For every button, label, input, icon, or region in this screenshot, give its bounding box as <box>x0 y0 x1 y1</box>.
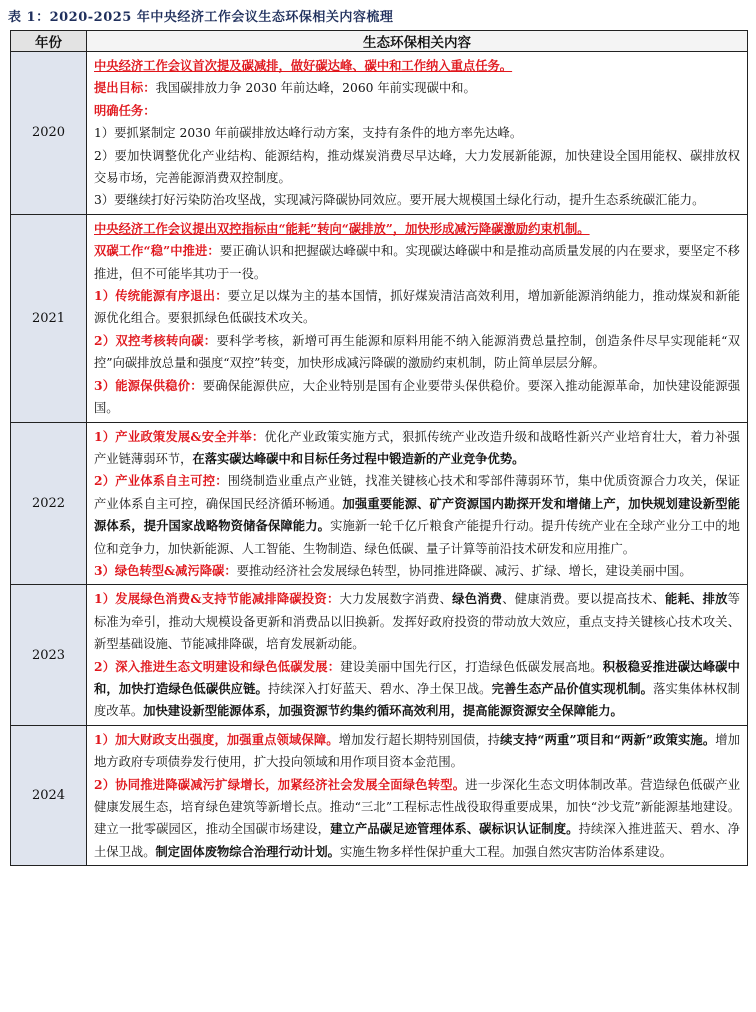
content-cell <box>87 725 748 865</box>
bold-text: 积极稳妥推进碳达峰碳中和，加快打造绿色低碳供应链。 <box>94 658 740 696</box>
body-text: 2）要加快调整优化产业结构、能源结构，推动煤炭消费尽早达峰，大力发展新能源，加快建设全国用能权、碳排放权交易市场，完善能源消费双控制度。 <box>94 148 740 186</box>
body-text: 大力发展数字消费、 <box>339 592 453 607</box>
body-text: 要推动经济社会发展绿色转型，协同推进降碳、减污、扩绿、增长，建设美丽中国。 <box>236 563 692 578</box>
content-cell <box>87 422 748 585</box>
policy-table <box>10 30 748 866</box>
body-text: 围绕制造业重点产业链，找准关键核心技术和零部件薄弱环节，集中优质资源合力攻关，保证产业体系自主可控，确保国民经济循环畅通。 <box>94 474 740 511</box>
body-text: 3）要继续打好污染防治攻坚战，实现减污降碳协同效应。要开展大规模国土绿化行动，提升生态系统碳汇能力。 <box>94 193 705 208</box>
year-cell: 2021 <box>11 214 87 422</box>
header-row <box>11 31 748 52</box>
body-text: 要科学考核，新增可再生能源和原料用能不纳入能源消费总量控制，创造条件尽早实现能耗“双控”向碳排放总量和强度“双控”转变，加快形成减污降碳的激励约束机制，防止简单层层分解。 <box>94 333 740 371</box>
bold-text: 完善生态产品价值实现机制。 <box>491 680 654 696</box>
content-paragraph <box>94 375 740 420</box>
content-paragraph <box>94 470 740 560</box>
content-paragraph <box>94 588 740 655</box>
content-cell <box>87 585 748 725</box>
body-text: 我国碳排放力争 2030 年前达峰，2060 年前实现碳中和。 <box>155 81 476 96</box>
table-row <box>11 214 748 422</box>
content-paragraph <box>94 122 740 144</box>
body-text: 1）要抓紧制定 2030 年前碳排放达峰行动方案，支持有条件的地方率先达峰。 <box>94 126 523 141</box>
body-text: 要立足以煤为主的基本国情，抓好煤炭清洁高效利用，增加新能源消纳能力，推动煤炭和新能源优化组合。要狠抓绿色低碳技术攻关。 <box>94 289 740 326</box>
content-paragraph <box>94 100 740 122</box>
highlight-text: 1）传统能源有序退出： <box>94 288 228 304</box>
highlight-text: 2）双控考核转向碳： <box>94 332 217 348</box>
header-year: 年份 <box>11 31 87 52</box>
content-paragraph <box>94 729 740 774</box>
highlight-text: 2）协同推进降碳减污扩绿增长，加紧经济社会发展全面绿色转型。 <box>94 776 466 792</box>
body-text: 落实集体林权制度改革。 <box>94 681 740 719</box>
table-row <box>11 725 748 865</box>
highlight-text: 提出目标： <box>94 80 156 96</box>
body-text: 建设美丽中国先行区，打造绿色低碳发展高地。 <box>340 659 603 674</box>
bold-text: 制定固体废物综合治理行动计划。 <box>155 843 340 859</box>
content-paragraph <box>94 426 740 471</box>
content-cell <box>87 52 748 215</box>
content-paragraph <box>94 560 740 582</box>
content-paragraph <box>94 285 740 330</box>
body-text: 要正确认识和把握碳达峰碳中和。实现碳达峰碳中和是推动高质量发展的内在要求，要坚定不移推进，但不可能毕其功于一役。 <box>94 244 740 281</box>
content-paragraph <box>94 55 740 77</box>
year-cell: 2022 <box>11 422 87 585</box>
highlight-text: 3）能源保供稳价： <box>94 377 203 393</box>
body-text: 增加地方政府专项债券发行使用，扩大投向领域和用作项目资本金范围。 <box>94 732 740 770</box>
content-cell <box>87 214 748 422</box>
body-text: 增加发行超长期特别国债，持 <box>338 732 501 747</box>
table-caption: 表 1：2020-2025 年中央经济工作会议生态环保相关内容梳理 <box>8 10 394 25</box>
bold-text: 加快建设新型能源体系，加强资源节约集约循环高效利用，提高能源资源安全保障能力。 <box>143 703 623 719</box>
body-text: 进一步深化生态文明体制改革。营造绿色低碳产业健康发展生态，培育绿色建筑等新增长点。推动“三北”工程标志性战役取得重要成果，加快“沙戈荒”新能源基地建设。建立一批零碳园区，推动全国碳市场建设， <box>94 777 740 837</box>
highlight-text: 中央经济工作会议提出双控指标由“能耗”转向“碳排放”，加快形成减污降碳激励约束机制。 <box>94 220 590 236</box>
body-text: 实施新一轮千亿斤粮食产能提升行动。提升传统产业在全球产业分工中的地位和竞争力，加快新能源、人工智能、生物制造、绿色低碳、量子计算等前沿技术研发和应用推广。 <box>94 519 740 556</box>
year-cell: 2024 <box>11 725 87 865</box>
content-paragraph <box>94 218 740 240</box>
highlight-text: 1）发展绿色消费&支持节能减排降碳投资： <box>94 591 340 607</box>
body-text: 优化产业政策实施方式，狠抓传统产业改造升级和战略性新兴产业培育壮大，着力补强产业链薄弱环节， <box>94 429 740 466</box>
body-text: 、健康消费。要以提高技术、 <box>502 592 666 607</box>
bold-text: 加强重要能源、矿产资源国内勘探开发和增储上产，加快规划建设新型能源体系，提升国家战略物资储备保障能力。 <box>94 495 740 534</box>
table-row <box>11 585 748 725</box>
body-text: 等标准为牵引，推动大规模设备更新和消费品以旧换新。发挥好政府投资的带动放大效应，重点支持关键核心技术攻关、新型基础设施、节能减排降碳，培育发展新动能。 <box>94 592 740 652</box>
header-content: 生态环保相关内容 <box>87 31 748 52</box>
body-text: 持续深入推进蓝天、碧水、净土保卫战。 <box>94 822 740 859</box>
bold-text: 在落实碳达峰碳中和目标任务过程中锻造新的产业竞争优势。 <box>192 450 525 466</box>
content-paragraph <box>94 330 740 375</box>
highlight-text: 明确任务： <box>94 102 156 118</box>
bold-text: 能耗、排放 <box>665 591 728 607</box>
body-text: 持续深入打好蓝天、碧水、净土保卫战。 <box>267 681 492 696</box>
content-paragraph <box>94 240 740 285</box>
content-paragraph <box>94 189 740 211</box>
body-text: 要确保能源供应，大企业特别是国有企业要带头保供稳价。要深入推动能源革命，加快建设能源强国。 <box>94 378 740 416</box>
bold-text: 续支持“两重”项目和“两新”政策实施。 <box>500 731 716 747</box>
content-paragraph <box>94 656 740 723</box>
table-row <box>11 422 748 585</box>
highlight-text: 中央经济工作会议首次提及碳减排，做好碳达峰、碳中和工作纳入重点任务。 <box>94 58 513 73</box>
highlight-text: 双碳工作“稳”中推进： <box>94 243 220 259</box>
content-paragraph <box>94 774 740 864</box>
bold-text: 建立产品碳足迹管理体系、碳标识认证制度。 <box>330 821 579 837</box>
highlight-text: 2）产业体系自主可控： <box>94 473 228 489</box>
body-text: 实施生物多样性保护重大工程。加强自然灾害防治体系建设。 <box>339 844 672 859</box>
bold-text: 绿色消费 <box>452 591 503 607</box>
year-cell: 2023 <box>11 585 87 725</box>
year-cell: 2020 <box>11 52 87 215</box>
content-paragraph <box>94 77 740 99</box>
highlight-text: 2）深入推进生态文明建设和绿色低碳发展： <box>94 658 341 674</box>
highlight-text: 1）加大财政支出强度，加强重点领域保障。 <box>94 731 339 747</box>
content-paragraph <box>94 145 740 190</box>
table-row <box>11 52 748 215</box>
highlight-text: 1）产业政策发展&安全并举： <box>94 428 265 444</box>
highlight-text: 3）绿色转型&减污降碳： <box>94 562 237 578</box>
